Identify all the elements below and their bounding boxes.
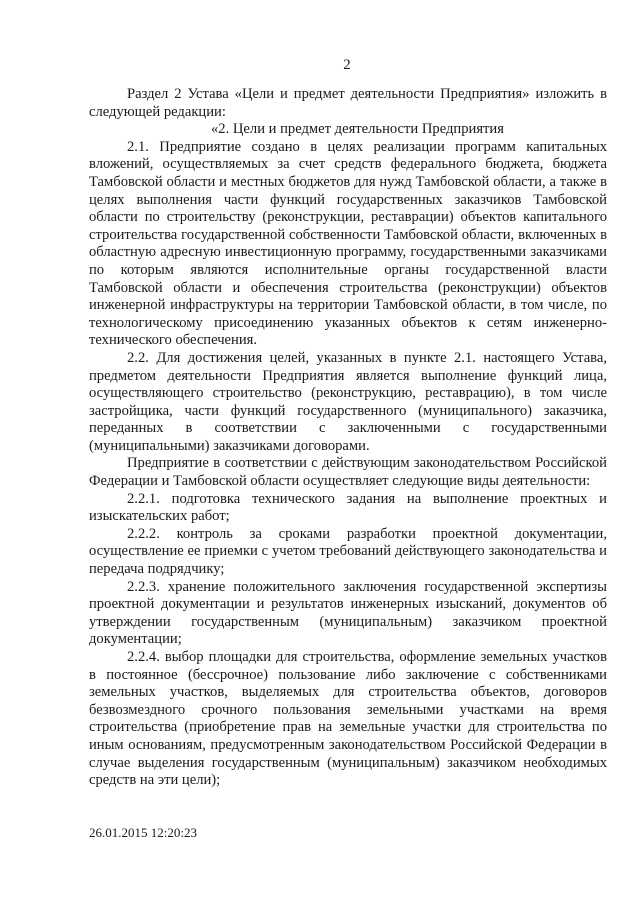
paragraph-2-2-4: 2.2.4. выбор площадки для строительства, оформление земельных участков в постоянное (бессрочное) пользование либо заключение с собственниками земельных участков, выделяемых для строительства объектов, договоров безвозмездного срочного пользования земельными участками на время строительства (приобретение прав на земельные участки для строительства по иным основаниям, предусмотренным законодательством Российской Федерации в случае выделения государственным (муниципальным) заказчиком необходимых средств на эти цели); [89, 649, 607, 789]
section-heading: «2. Цели и предмет деятельности Предприятия [211, 121, 504, 138]
document-body [89, 86, 607, 790]
paragraph-2-2: 2.2. Для достижения целей, указанных в пункте 2.1. настоящего Устава, предметом деятельности Предприятия является выполнение функций лица, осуществляющего строительство (реконструкцию, реставрацию), в том числе застройщика, части функций государственного (муниципального) заказчика, переданных в соответствии с заключенными с государственными (муниципальными) заказчиками договорами. [89, 349, 607, 454]
paragraph-activities: Предприятие в соответствии с действующим законодательством Российской Федерации и Тамбовской области осуществляет следующие виды деятельности: [89, 455, 607, 490]
page-number: 2 [343, 57, 351, 73]
footer-timestamp: 26.01.2015 12:20:23 [89, 825, 197, 840]
intro-paragraph: Раздел 2 Устава «Цели и предмет деятельности Предприятия» изложить в следующей редакции: [89, 86, 607, 120]
paragraph-2-1: 2.1. Предприятие создано в целях реализации программ капитальных вложений, осуществляемых за счет средств федерального бюджета, бюджета Тамбовской области и местных бюджетов для нужд Тамбовской области, а также в целях выполнения части функций государственных заказчиков Тамбовской области по строительству (реконструкции, реставрации) объектов капитального строительства государственной собственности Тамбовской области, включенных в областную адресную инвестиционную программу, государственными заказчиками по которым являются исполнительные органы государственной власти Тамбовской области и обеспечения строительства (реконструкции) объектов инженерной инфраструктуры на территории Тамбовской области, в том числе, по технологическому присоединению указанных объектов к сетям инженерно-технического обеспечения. [89, 138, 607, 349]
paragraph-2-2-1: 2.2.1. подготовка технического задания на выполнение проектных и изыскательских работ; [89, 490, 607, 525]
paragraph-2-2-3: 2.2.3. хранение положительного заключения государственной экспертизы проектной документации и результатов инженерных изысканий, документов об утверждении государственным (муниципальным) заказчиком проектной документации; [89, 578, 607, 648]
paragraph-2-2-2: 2.2.2. контроль за сроками разработки проектной документации, осуществление ее приемки с учетом требований действующего законодательства и передача подрядчику; [89, 525, 607, 578]
